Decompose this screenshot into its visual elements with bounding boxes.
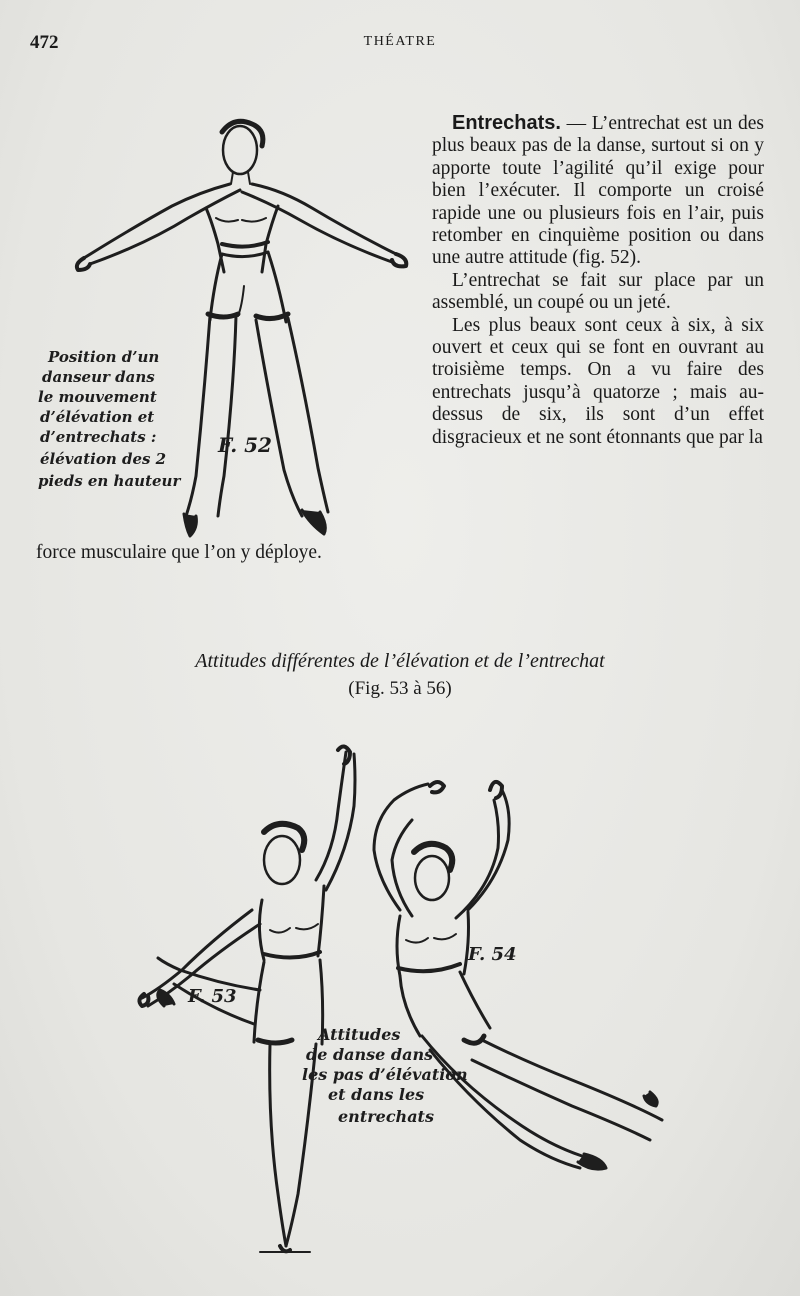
figure-52-note-line-7: pieds en hauteur bbox=[38, 472, 181, 490]
figures-caption-subtitle: (Fig. 53 à 56) bbox=[348, 678, 452, 699]
figure-52-label: F. 52 bbox=[218, 433, 272, 457]
figure-52-illustration bbox=[30, 110, 430, 550]
figures-caption-title: Attitudes différentes de l’élévation et de l’entrechat bbox=[195, 650, 605, 672]
paragraph-2: L’entrechat se fait sur place par un assemblé, un coupé ou un jeté. bbox=[432, 269, 764, 314]
figure-52-note-line-2: danseur dans bbox=[42, 368, 155, 386]
figure-52-note-line-1: Position d’un bbox=[48, 348, 160, 366]
page-number: 472 bbox=[30, 32, 59, 53]
figure-52-note-line-6: élévation des 2 bbox=[40, 450, 167, 468]
figures-note-line-2: de danse dans bbox=[306, 1045, 434, 1064]
paragraph-3: Les plus beaux sont ceux à six, à six ouvert et ceux qui se font en ouvrant au troisième temps. On a vu faire des entrechats jusqu’à quatorze ; mais au-dessus de six, ils sont d’un effet disgracieux et ne sont étonnants que par la bbox=[432, 314, 764, 448]
figure-54-label: F. 54 bbox=[468, 944, 517, 965]
figure-52-note-line-5: d’entrechats : bbox=[40, 428, 157, 446]
figure-53-label: F. 53 bbox=[188, 986, 237, 1007]
figures-53-54-illustration bbox=[130, 740, 670, 1260]
running-title: THÉATRE bbox=[363, 34, 437, 49]
figures-note-line-5: entrechats bbox=[338, 1107, 434, 1126]
paragraph-1 bbox=[432, 112, 764, 270]
section-heading: Entrechats. bbox=[452, 112, 561, 134]
figures-note-line-4: et dans les bbox=[328, 1085, 425, 1104]
article-text bbox=[432, 112, 764, 449]
figures-note-line-1: Attitudes bbox=[318, 1025, 401, 1044]
paragraph-3-continuation: force musculaire que l’on y déploye. bbox=[36, 542, 322, 563]
figures-note-line-3: les pas d’élévation bbox=[302, 1065, 468, 1084]
figure-52-note-line-3: le mouvement bbox=[38, 388, 157, 406]
page-header bbox=[0, 32, 800, 56]
figure-52-note-line-4: d’élévation et bbox=[40, 408, 155, 426]
paragraph-1-text: — L’entrechat est un des plus beaux pas de la danse, surtout si on y apporte toute l’agilité qu’il exige pour bien l’exécuter. Il comporte un croisé rapide une ou plusieurs fois en l’air, puis retomber en cinquième position ou dans une autre attitude (fig. 52). bbox=[432, 113, 764, 269]
